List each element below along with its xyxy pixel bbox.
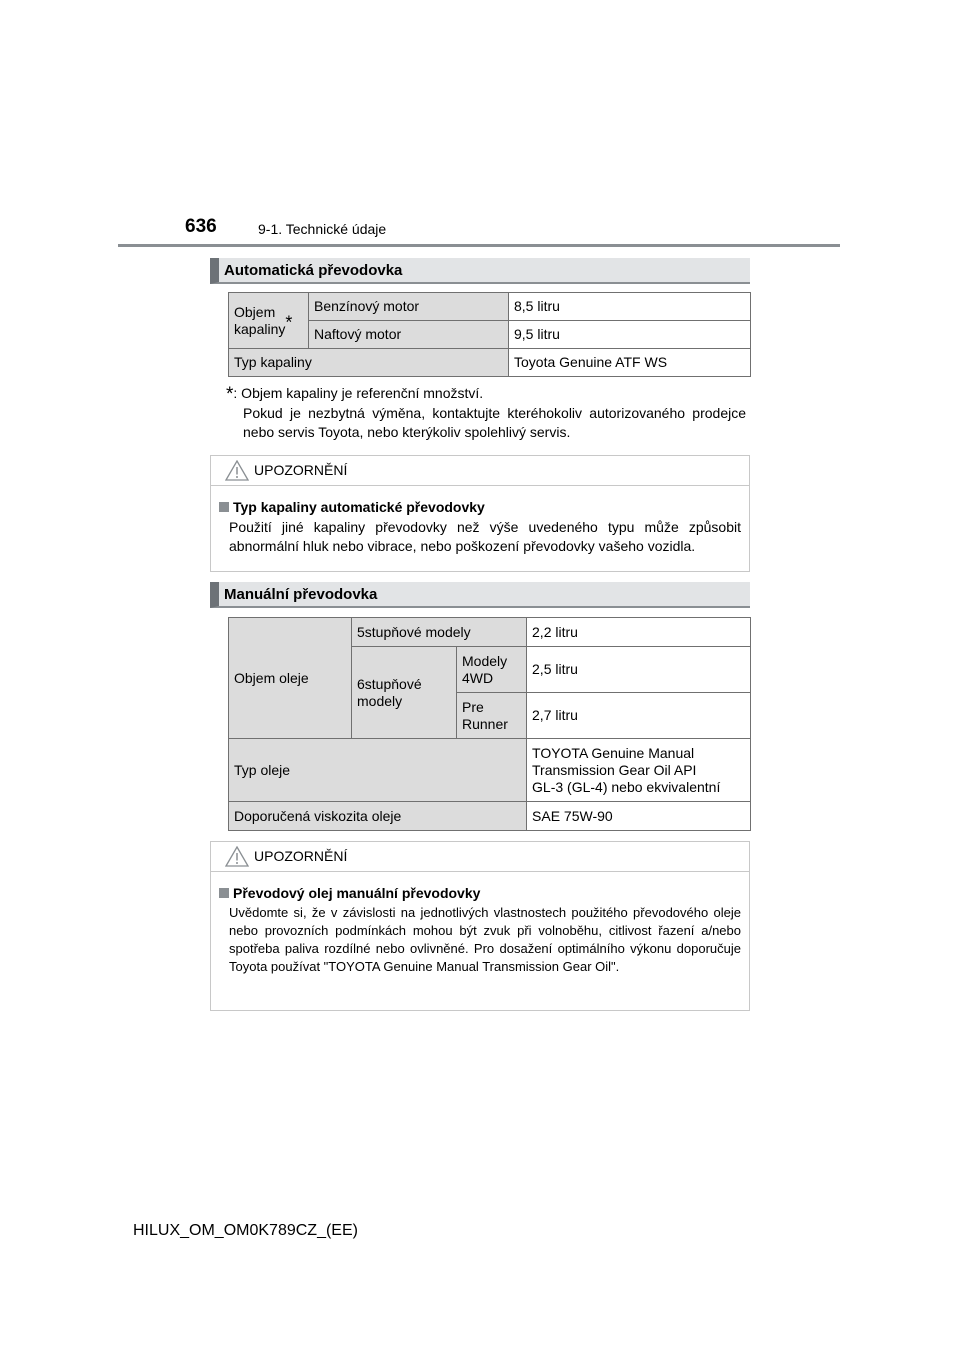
viscosity-value: SAE 75W-90 — [527, 802, 751, 831]
fluid-capacity-label — [229, 293, 309, 349]
warning-title — [219, 884, 741, 902]
warning-label: UPOZORNĚNÍ — [254, 848, 348, 864]
page-number: 636 — [185, 216, 217, 237]
prerunner-label-line1: Pre — [462, 698, 484, 715]
warning-text: Použití jiné kapaliny převodovky než výše uvedeného typu může způsobit abnormální hluk nebo vibrace, nebo poškození převodovky vašeho vozidla. — [229, 519, 741, 554]
fluid-type-value: Toyota Genuine ATF WS — [509, 349, 751, 377]
4wd-value: 2,5 litru — [527, 647, 751, 693]
header-divider — [118, 244, 840, 247]
prerunner-label — [457, 693, 527, 739]
4wd-label-line2: 4WD — [462, 669, 494, 686]
oil-capacity-label: Objem oleje — [229, 618, 352, 739]
footnote-marker: * — [226, 384, 234, 405]
diesel-engine-label: Naftový motor — [309, 321, 509, 349]
prerunner-value: 2,7 litru — [527, 693, 751, 739]
oil-type-line1: TOYOTA Genuine Manual — [532, 744, 695, 761]
warning-text: Uvědomte si, že v závislosti na jednotlivých vlastnostech použitého převodového oleje nebo provozních podmínkách mohou být zvuk při volnoběhu, citlivost řazení a/nebo spotřeba paliva rozdílné nebo ovlivněné. Pro dosažení optimálního výkonu doporučuje Toyota používat "TOYOTA Genuine Manual Transmission Gear Oil". — [229, 905, 741, 974]
warning-box-automatic — [210, 455, 750, 572]
oil-type-line2: Transmission Gear Oil API — [532, 761, 697, 778]
footnote-star: * — [285, 311, 293, 332]
warning-triangle-icon — [225, 460, 249, 481]
automatic-transmission-title: Automatická převodovka — [210, 258, 750, 284]
five-speed-value: 2,2 litru — [527, 618, 751, 647]
six-speed-label — [352, 647, 457, 739]
manual-transmission-table — [228, 617, 751, 831]
five-speed-label: 5stupňové modely — [352, 618, 527, 647]
footnote-line1: : Objem kapaliny je referenční množství. — [233, 385, 484, 401]
prerunner-label-line2: Runner — [462, 715, 508, 732]
six-speed-label-line2: modely — [357, 692, 403, 709]
diesel-engine-value: 9,5 litru — [509, 321, 751, 349]
fluid-capacity-label-line2: kapaliny — [234, 320, 286, 337]
automatic-transmission-table — [228, 292, 751, 377]
document-code: HILUX_OM_OM0K789CZ_(EE) — [133, 1222, 358, 1239]
warning-title — [219, 498, 741, 516]
oil-type-line3: GL-3 (GL-4) nebo ekvivalentní — [532, 778, 721, 795]
section-header: 9-1. Technické údaje — [258, 221, 387, 237]
petrol-engine-label: Benzínový motor — [309, 293, 509, 321]
warning-header — [211, 842, 749, 872]
oil-type-value — [527, 739, 751, 802]
warning-title-text: Typ kapaliny automatické převodovky — [233, 499, 485, 515]
4wd-label — [457, 647, 527, 693]
warning-title-text: Převodový olej manuální převodovky — [233, 885, 481, 901]
manual-transmission-title: Manuální převodovka — [210, 582, 750, 608]
bullet-square-icon — [219, 502, 229, 512]
footnote — [226, 384, 746, 442]
six-speed-label-line1: 6stupňové — [357, 675, 422, 692]
bullet-square-icon — [219, 888, 229, 898]
footnote-line2: Pokud je nezbytná výměna, kontaktujte kteréhokoliv autorizovaného prodejce nebo servis Toyota, nebo kterýkoliv spolehlivý servis. — [243, 405, 746, 440]
fluid-capacity-label-line1: Objem — [234, 303, 276, 320]
fluid-type-label: Typ kapaliny — [229, 349, 509, 377]
warning-box-manual — [210, 841, 750, 1011]
viscosity-label: Doporučená viskozita oleje — [229, 802, 527, 831]
warning-label: UPOZORNĚNÍ — [254, 462, 348, 478]
petrol-engine-value: 8,5 litru — [509, 293, 751, 321]
4wd-label-line1: Modely — [462, 652, 508, 669]
warning-header — [211, 456, 749, 486]
oil-type-label: Typ oleje — [229, 739, 527, 802]
warning-triangle-icon — [225, 846, 249, 867]
